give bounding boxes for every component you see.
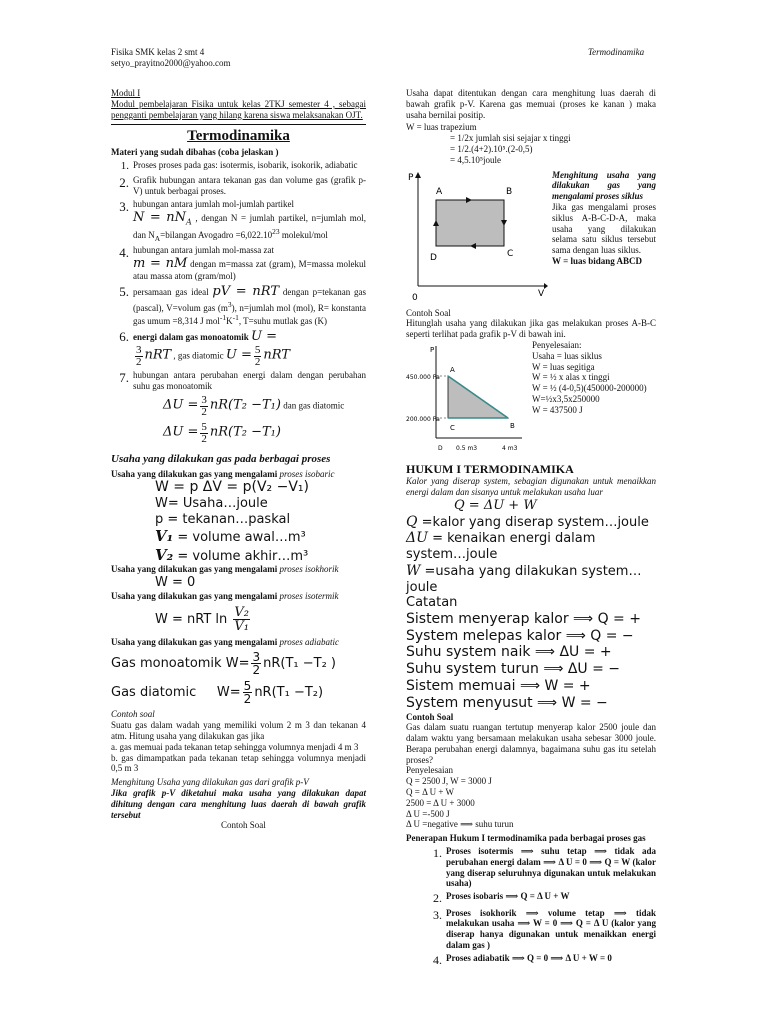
- isobaric-equation: W = p ΔV = p(V₂ −V₁): [155, 479, 309, 496]
- header-subject: Fisika SMK kelas 2 smt 4: [111, 47, 205, 57]
- list-item: 2. Grafik hubungan antara tekanan gas dan volume gas (grafik p-V) untuk berbagai proses.: [119, 175, 366, 197]
- isokhorik-equation: W = 0: [155, 575, 196, 591]
- left-column: [111, 88, 366, 831]
- isotermik-equation: W = nRT ln $\frac{\text{V₂}}{\text{V₁}}$: [155, 604, 250, 634]
- list-item: 6. energi dalam gas monoatomik U = $\frac{3}{2}$ nRT , gas diatomic U = $\frac{5}{2}$ nRT: [119, 329, 290, 368]
- list-item: 4. Proses adiabatik ⟹ Q = 0 ⟹ Δ U + W = 0: [433, 952, 612, 967]
- svg-text:D: D: [438, 444, 443, 452]
- cycle-b-label: B: [506, 186, 513, 197]
- isokhorik-heading: Usaha yang dilakukan gas yang mengalami proses isokhorik: [111, 564, 339, 575]
- solution-block: Penyelesaian: Usaha = luas siklus W = luas segitiga W = ½ x alas x tinggi W = ½ (4-0,5)(450000-200000) W=½x3,5x250000 W = 437500 J: [532, 339, 647, 415]
- du-definition: ΔU = kenaikan energi dalam system…joule: [406, 530, 596, 563]
- header-email: setyo_prayitno2000@yahoo.com: [111, 58, 231, 68]
- isotermik-heading: Usaha yang dilakukan gas yang mengalami proses isotermik: [111, 590, 339, 601]
- penerapan-list: [424, 846, 656, 967]
- equation-pv: pV = nRT: [212, 283, 280, 299]
- hukum-heading: HUKUM I TERMODINAMIKA: [406, 461, 574, 476]
- cycle-graph: [406, 170, 548, 302]
- page-title: Termodinamika: [187, 128, 290, 145]
- svg-text:0.5 m3: 0.5 m3: [456, 444, 478, 452]
- grafik-heading: Menghitung Usaha yang dilakukan gas dari grafik p-V: [111, 777, 309, 788]
- svg-text:450.000 Pa: 450.000 Pa: [406, 373, 440, 381]
- contoh-a: a. gas memuai pada tekanan tetap sehingga volumnya menjadi 4 m 3: [111, 741, 359, 752]
- equation-n: $N = nN_A$: [133, 209, 192, 227]
- list-item: 1. Proses proses pada gas: isotermis, isobarik, isokorik, adiabatic: [120, 160, 358, 173]
- cycle-o-label: 0: [412, 292, 418, 302]
- svg-text:A: A: [450, 365, 455, 374]
- siklus-text: Jika gas mengalami proses siklus A-B-C-D-A, maka usaha yang dilakukan selama satu siklus tersebut sama dengan luas siklus.: [552, 201, 656, 256]
- contoh-heading: Contoh soal: [111, 709, 155, 720]
- contoh-text: Suatu gas dalam wadah yang memiliki volum 2 m 3 dan tekanan 4 atm. Hitung usaha yang dilakukan gas jika: [111, 720, 366, 742]
- cycle-p-label: P: [408, 172, 414, 183]
- right-column: [406, 88, 656, 969]
- contoh-soal-heading: Contoh Soal: [406, 307, 451, 318]
- contoh2-text: Gas dalam suatu ruangan tertutup menyerap kalor 2500 joule dan dalam waktu yang bersamaan melakukan usaha sebesar 3000 joule. Berapa perubahan energi dalamnya, bagaimana suhu gas itu setelah proses?: [406, 722, 656, 765]
- svg-text:P: P: [430, 345, 435, 354]
- q-definition: Q =kalor yang diserap system…joule: [406, 513, 649, 530]
- covered-heading: Materi yang sudah dibahas (coba jelaskan ): [111, 147, 279, 158]
- penerapan-heading: Penerapan Hukum I termodinamika pada berbagai proses gas: [406, 833, 646, 844]
- list-item: 2. Proses isobaris ⟹ Q = Δ U + W: [433, 891, 570, 906]
- list-item: 4. hubungan antara jumlah mol-massa zat m = nM dengan m=massa zat (gram), M=massa molekul atau massa atom (gram/mol): [119, 244, 367, 282]
- di-equation: Gas diatomic W= $\frac{5}{2}$ nR(T₁ −T₂): [111, 679, 324, 707]
- w-definition: W =usaha yang dilakukan system…joule: [406, 562, 642, 595]
- catatan-label: Catatan: [406, 595, 458, 611]
- triangle-graph: [406, 340, 524, 458]
- contoh2-heading: Contoh Soal: [406, 711, 454, 722]
- list-item: 1. Proses isotermis ⟹ suhu tetap ⟹ tidak ada perubahan energi dalam ⟹ Δ U = 0 ⟹ Q = W (kalor yang diserap seluruhnya digunakan untuk melakukan usaha): [433, 846, 656, 889]
- rules-list: Sistem menyerap kalor ⟹ Q = + System melepas kalor ⟹ Q = − Suhu system naik ⟹ ΔU = + Suhu system turun ⟹ ΔU = − Sistem memuai ⟹ W = + System menyusut ⟹ W = −: [406, 610, 641, 711]
- cycle-v-label: V: [538, 288, 545, 299]
- grafik-text: Jika grafik p-V diketahui maka usaha yang dilakukan dapat dihitung dengan cara menghitung luas daerah di bawah grafik tersebut: [111, 788, 366, 820]
- siklus-heading: Menghitung usaha yang dilakukan gas yang mengalami proses siklus: [552, 169, 656, 202]
- contoh2-solution: Penyelesaian Q = 2500 J, W = 3000 J Q = Δ U + W 2500 = Δ U + 3000 Δ U =-500 J Δ U =negative ⟹ suhu turun: [406, 765, 514, 830]
- list-item: 3. hubungan antara jumlah mol-jumlah partikel $N = nN_A$ , dengan N = jumlah partikel, n=jumlah mol, dan $N_A=bilangan$ Avogadro $=6,022.10^{23}$ molekul/mol: [119, 198, 367, 243]
- isobaric-block: W = p ΔV = p(V₂ −V₁) W= Usaha…joule p = tekanan…paskal V₁ = volume awal…m³ V₂ = volume akhir…m³: [155, 479, 366, 564]
- hukum-equation: Q = ΔU + W: [454, 497, 537, 513]
- cycle-area: [436, 200, 504, 246]
- equation-m: m = nM: [133, 255, 188, 271]
- list-item: 7. hubungan antara perubahan energi dalam dengan perubahan suhu gas monoatomik ΔU = $\frac{3}{2}$ nR(T₂ −T₁) dan gas diatomic ΔU = $\frac{5}{2}$ nR(T₂ −T₁): [119, 369, 366, 446]
- svg-text:C: C: [450, 423, 455, 432]
- svg-text:B: B: [510, 421, 515, 430]
- list-item: 3. Proses isokhorik ⟹ volume tetap ⟹ tidak melakukan usaha ⟹ W = 0 ⟹ Q = Δ U (kalor yang diserap hanya digunakan untuk menaikkan energi dalam gas ): [433, 907, 656, 951]
- cycle-d-label: D: [430, 252, 437, 263]
- header-topic: Termodinamika: [588, 47, 645, 57]
- svg-text:200.000 Pa: 200.000 Pa: [406, 415, 440, 423]
- modul-description: Modul pembelajaran Fisika untuk kelas 2TKJ semester 4 , sebagai pengganti pembelajaran yang hilang karena siswa melaksanakan OJT.: [111, 98, 366, 120]
- hukum-text: Kalor yang diserap system, sebagian digunakan untuk menaikkan energi dalam dan sisanya untuk melakukan usaha luar: [406, 476, 656, 498]
- cycle-c-label: C: [507, 248, 514, 259]
- right-intro: Usaha dapat ditentukan dengan cara menghitung luas daerah di bawah grafik p-V. Karena gas memuai (proses ke kanan ) maka usaha bernilai positip.: [406, 88, 656, 120]
- w-lines: W = luas trapezium = 1/2x jumlah sisi sejajar x tinggi = 1/2.(4+2).10⁵.(2-0,5) = 4,5.10⁵joule: [406, 122, 571, 165]
- cycle-a-label: A: [436, 186, 443, 197]
- list-item: 5. persamaan gas ideal pV = nRT dengan p=tekanan gas (pascal), V=volum gas $(m^3)$, n=jumlah mol (mol), R= konstanta gas umum =8,314 J $mol^{-1}K^{-1}$, T=suhu mutlak gas (K): [119, 283, 367, 327]
- siklus-result: W = luas bidang ABCD: [552, 255, 642, 266]
- usaha-heading: Usaha yang dilakukan gas pada berbagai proses: [111, 453, 331, 466]
- contoh-b: b. gas dimampatkan pada tekanan tetap sehingga volumnya menjadi 0,5 m 3: [111, 752, 366, 774]
- mono-equation: Gas monoatomik W= $\frac{3}{2}$ nR(T₁ −T₂ ): [111, 650, 336, 678]
- adiabatic-heading: Usaha yang dilakukan gas yang mengalami proses adiabatic: [111, 636, 339, 647]
- svg-text:4 m3: 4 m3: [502, 444, 518, 452]
- isobaric-heading: Usaha yang dilakukan gas yang mengalami proses isobaric: [111, 468, 335, 479]
- footer-cut: Contoh Soal: [221, 820, 266, 831]
- contoh-soal-text: Hitunglah usaha yang dilakukan jika gas melakukan proses A-B-C seperti terlihat pada grafik p-V di bawah ini.: [406, 318, 656, 340]
- modul-label: Modul I: [111, 88, 141, 98]
